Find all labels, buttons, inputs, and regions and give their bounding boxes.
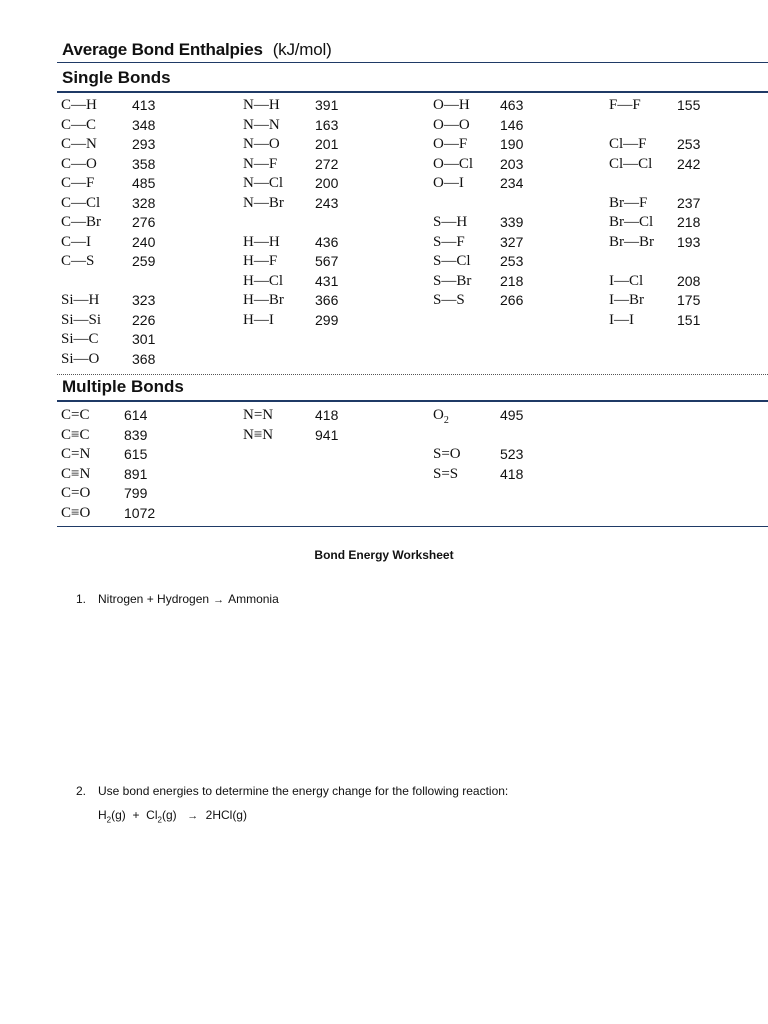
bond-label: N—H	[243, 97, 280, 113]
bond-enthalpy-value: 391	[315, 97, 339, 113]
reactant-cl2: $Cl_2(g)$	[146, 808, 177, 825]
bond-label: H—H	[243, 233, 280, 250]
bond-enthalpy-value: 218	[500, 272, 524, 289]
bond-row	[243, 195, 355, 214]
question-1-product: Ammonia	[228, 592, 279, 606]
bond-label: S—S	[433, 292, 465, 308]
bond-row	[243, 117, 355, 136]
question-2-equation	[98, 808, 247, 824]
worksheet-title: Bond Energy Worksheet	[314, 548, 454, 562]
bond-enthalpy-value: 418	[315, 407, 339, 423]
bond-row	[61, 97, 172, 116]
bond-enthalpy-value: 615	[124, 446, 148, 462]
bond-enthalpy-value: 193	[677, 233, 701, 250]
bond-label: O—F	[433, 136, 468, 152]
bond-label: C—S	[61, 253, 95, 269]
table-bottom-rule	[57, 526, 768, 527]
bond-row	[61, 117, 172, 136]
bond-row	[61, 312, 172, 331]
bond-enthalpy-value: 243	[315, 194, 339, 211]
bond-row	[609, 312, 717, 331]
plus-sign: +	[132, 808, 140, 822]
question-2-number: 2.	[76, 784, 87, 798]
bond-enthalpy-value: 463	[500, 97, 524, 113]
bond-enthalpy-value: 151	[677, 311, 701, 328]
bond-label: I—Br	[609, 292, 644, 308]
bond-label: Cl—Cl	[609, 155, 653, 172]
bond-row	[61, 505, 164, 524]
bond-row	[609, 214, 717, 233]
product-hcl: 2HCl(g)	[205, 808, 247, 822]
table-title-text: Average Bond Enthalpies	[62, 40, 263, 59]
bond-enthalpy-value: 146	[500, 116, 524, 133]
bond-enthalpy-value: 242	[677, 155, 701, 172]
bond-label: N—F	[243, 155, 278, 172]
bond-label: Br—Br	[609, 233, 654, 250]
bond-row	[609, 97, 717, 116]
bond-enthalpy-value: 614	[124, 407, 148, 423]
bond-enthalpy-value: 839	[124, 426, 148, 443]
bond-row	[609, 273, 717, 292]
bond-label: Cl—F	[609, 136, 647, 152]
bond-row	[61, 175, 172, 194]
bond-label: S—Cl	[433, 253, 471, 269]
bond-row	[433, 407, 540, 426]
bond-label: C—I	[61, 233, 91, 250]
bond-label: N=N	[243, 407, 274, 423]
bond-enthalpy-value: 366	[315, 292, 339, 308]
bond-label: C=C	[61, 407, 90, 423]
bond-enthalpy-value: 201	[315, 136, 339, 152]
bond-row	[61, 446, 164, 465]
bond-row	[61, 234, 172, 253]
bond-row	[61, 407, 164, 426]
bond-label: Si—O	[61, 350, 100, 367]
bond-enthalpy-value: 327	[500, 233, 524, 250]
bond-label: S=O	[433, 446, 461, 462]
bond-enthalpy-value: 175	[677, 292, 701, 308]
bond-label: O—H	[433, 97, 470, 113]
bond-row	[61, 466, 164, 485]
bond-enthalpy-value: 495	[500, 407, 524, 423]
bond-label: N≡N	[243, 426, 274, 443]
table-units: (kJ/mol)	[272, 40, 332, 59]
bond-label: Br—F	[609, 194, 648, 211]
bond-label: H—Cl	[243, 272, 284, 289]
bond-label: H—F	[243, 253, 278, 269]
reaction-arrow-icon: →	[213, 594, 225, 606]
bond-enthalpy-value: 276	[132, 214, 156, 230]
bond-row	[609, 136, 717, 155]
question-1-reactants: Nitrogen + Hydrogen	[98, 592, 210, 606]
bond-enthalpy-value: 339	[500, 214, 524, 230]
bond-row	[243, 407, 355, 426]
bond-label: N—Br	[243, 194, 284, 211]
bond-row	[609, 195, 717, 214]
bond-enthalpy-value: 293	[132, 136, 156, 152]
bond-label: S=S	[433, 465, 459, 482]
bond-row	[433, 214, 540, 233]
reactant-h2: $H_2(g)$	[98, 808, 126, 825]
bond-label: C—Br	[61, 214, 102, 230]
question-1	[76, 592, 279, 606]
bond-row	[433, 446, 540, 465]
title-rule	[57, 62, 768, 63]
bond-label: Si—C	[61, 331, 99, 347]
bond-enthalpy-value: 234	[500, 175, 524, 191]
bond-label: C=O	[61, 485, 91, 501]
bond-label: C≡O	[61, 504, 91, 521]
bond-label: N—O	[243, 136, 280, 152]
bond-row	[61, 331, 172, 350]
bond-enthalpy-value: 190	[500, 136, 524, 152]
bond-row	[243, 136, 355, 155]
bond-row	[433, 273, 540, 292]
bond-label: $O_2$	[433, 407, 449, 426]
bond-label: Si—Si	[61, 311, 102, 328]
bond-enthalpy-value: 418	[500, 465, 524, 482]
multiple-bonds-rule	[57, 400, 768, 402]
bond-enthalpy-value: 155	[677, 97, 701, 113]
bond-enthalpy-value: 237	[677, 194, 701, 211]
bond-row	[243, 234, 355, 253]
bond-row	[243, 312, 355, 331]
bond-row	[433, 234, 540, 253]
bond-enthalpy-value: 891	[124, 465, 148, 482]
bond-enthalpy-value: 301	[132, 331, 156, 347]
multiple-bonds-heading: Multiple Bonds	[62, 377, 184, 396]
bond-enthalpy-value: 799	[124, 485, 148, 501]
bond-label: O—Cl	[433, 155, 474, 172]
bond-row	[61, 485, 164, 504]
bond-label: N—N	[243, 116, 280, 133]
bond-row	[243, 175, 355, 194]
bond-enthalpy-value: 348	[132, 116, 156, 133]
bond-enthalpy-value: 485	[132, 175, 156, 191]
bond-label: S—Br	[433, 272, 472, 289]
bond-label: S—H	[433, 214, 468, 230]
bond-row	[609, 292, 717, 311]
bond-row	[433, 117, 540, 136]
bond-enthalpy-value: 413	[132, 97, 156, 113]
bond-enthalpy-value: 431	[315, 272, 339, 289]
bond-label: C=N	[61, 446, 91, 462]
bond-enthalpy-value: 368	[132, 350, 156, 367]
bond-row	[243, 273, 355, 292]
bond-label: H—Br	[243, 292, 284, 308]
bond-label: I—Cl	[609, 272, 644, 289]
question-2	[76, 784, 508, 798]
bond-label: I—I	[609, 311, 634, 328]
bond-row	[61, 253, 172, 272]
single-bonds-heading: Single Bonds	[62, 68, 171, 87]
bond-enthalpy-value: 272	[315, 155, 339, 172]
bond-label: C—O	[61, 155, 97, 172]
bond-row	[433, 466, 540, 485]
bond-row	[243, 156, 355, 175]
bond-row	[609, 234, 717, 253]
bond-label: C—C	[61, 116, 97, 133]
bond-enthalpy-value: 226	[132, 311, 156, 328]
bond-enthalpy-value: 163	[315, 116, 339, 133]
bond-row	[61, 292, 172, 311]
bond-label: N—Cl	[243, 175, 284, 191]
reaction-arrow-icon: →	[187, 810, 199, 822]
bond-enthalpy-value: 208	[677, 272, 701, 289]
bond-row	[609, 156, 717, 175]
bond-enthalpy-value: 328	[132, 194, 156, 211]
bond-label: Si—H	[61, 292, 100, 308]
bond-enthalpy-value: 259	[132, 253, 156, 269]
bond-row	[433, 97, 540, 116]
bond-label: C—N	[61, 136, 97, 152]
bond-row	[61, 195, 172, 214]
bond-enthalpy-value: 299	[315, 311, 339, 328]
bond-row	[433, 136, 540, 155]
single-bonds-rule	[57, 91, 768, 93]
bond-label: H—I	[243, 311, 274, 328]
bond-row	[243, 292, 355, 311]
bond-row	[61, 427, 164, 446]
bond-label: C—Cl	[61, 194, 101, 211]
bond-enthalpy-value: 200	[315, 175, 339, 191]
bond-row	[61, 156, 172, 175]
bond-enthalpy-value: 253	[677, 136, 701, 152]
bond-enthalpy-value: 240	[132, 233, 156, 250]
bond-label: O—I	[433, 175, 464, 191]
bond-row	[433, 292, 540, 311]
bond-row	[61, 214, 172, 233]
bond-enthalpy-value: 358	[132, 155, 156, 172]
bond-enthalpy-value: 567	[315, 253, 339, 269]
bond-enthalpy-value: 203	[500, 155, 524, 172]
bond-row	[433, 253, 540, 272]
bond-label: Br—Cl	[609, 214, 654, 230]
section-divider	[57, 374, 768, 375]
bond-label: C—F	[61, 175, 95, 191]
bond-label: C—H	[61, 97, 97, 113]
bond-row	[433, 156, 540, 175]
bond-row	[61, 351, 172, 370]
bond-row	[61, 136, 172, 155]
bond-label: F—F	[609, 97, 641, 113]
bond-enthalpy-value: 1072	[124, 504, 156, 521]
bond-enthalpy-value: 218	[677, 214, 701, 230]
bond-row	[243, 253, 355, 272]
bond-row	[433, 175, 540, 194]
bond-enthalpy-value: 436	[315, 233, 339, 250]
bond-label: C≡C	[61, 426, 90, 443]
bond-enthalpy-value: 323	[132, 292, 156, 308]
bond-label: C≡N	[61, 465, 91, 482]
question-1-number: 1.	[76, 592, 87, 606]
table-title	[62, 40, 332, 60]
bond-label: O—O	[433, 116, 470, 133]
bond-row	[243, 427, 355, 446]
bond-enthalpy-value: 266	[500, 292, 524, 308]
bond-label: S—F	[433, 233, 465, 250]
bond-enthalpy-value: 941	[315, 426, 339, 443]
question-2-text: Use bond energies to determine the energy change for the following reaction:	[98, 784, 509, 798]
bond-enthalpy-value: 523	[500, 446, 524, 462]
bond-enthalpy-value: 253	[500, 253, 524, 269]
bond-row	[243, 97, 355, 116]
